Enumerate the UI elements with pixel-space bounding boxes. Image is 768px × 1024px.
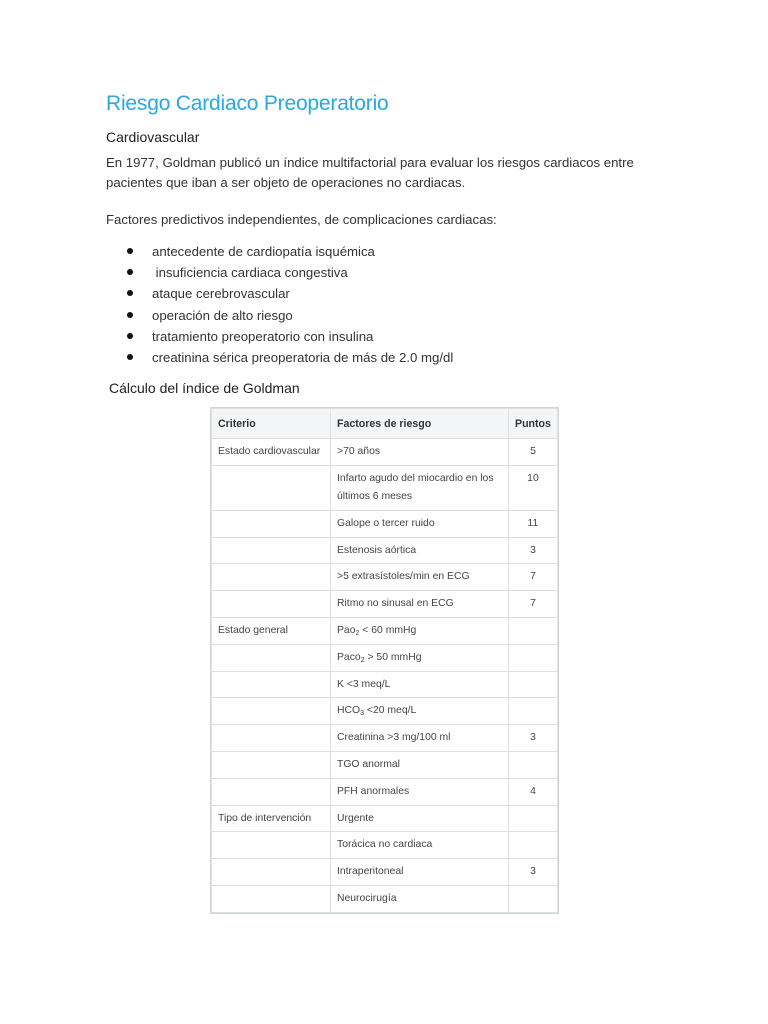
cell-criterio <box>212 537 331 564</box>
table-row <box>212 591 558 618</box>
bullet-icon <box>127 248 133 254</box>
table-row <box>212 510 558 537</box>
cell-puntos <box>509 644 558 671</box>
cell-factor: Estenosis aórtica <box>331 537 509 564</box>
factor-text-rest: < 60 mmHg <box>359 624 417 636</box>
factor-subscript: 2 <box>360 656 365 664</box>
factor-text: Pao <box>337 624 356 636</box>
header-factores: Factores de riesgo <box>331 409 509 439</box>
cell-factor <box>331 644 509 671</box>
table-header-row <box>212 409 558 439</box>
cell-puntos <box>509 885 558 912</box>
cell-criterio <box>212 644 331 671</box>
table-row <box>212 698 558 725</box>
list-item-text: antecedente de cardiopatía isquémica <box>152 244 375 259</box>
cell-factor: >70 años <box>331 439 509 466</box>
section-subtitle: Cardiovascular <box>106 129 200 145</box>
factor-subscript: 2 <box>355 629 360 637</box>
cell-puntos <box>509 617 558 644</box>
cell-criterio <box>212 591 331 618</box>
list-item <box>106 283 453 304</box>
page-title: Riesgo Cardiaco Preoperatorio <box>106 92 389 115</box>
cell-puntos: 3 <box>509 859 558 886</box>
cell-puntos <box>509 671 558 698</box>
list-item <box>106 326 453 347</box>
table-row <box>212 725 558 752</box>
cell-criterio <box>212 832 331 859</box>
cell-puntos: 7 <box>509 591 558 618</box>
cell-criterio <box>212 751 331 778</box>
cell-puntos <box>509 805 558 832</box>
cell-factor: TGO anormal <box>331 751 509 778</box>
cell-puntos: 7 <box>509 564 558 591</box>
cell-factor <box>331 617 509 644</box>
cell-factor: Infarto agudo del miocardio en los últimos 6 meses <box>331 465 509 510</box>
table-row <box>212 885 558 912</box>
cell-factor: Urgente <box>331 805 509 832</box>
cell-factor: Ritmo no sinusal en ECG <box>331 591 509 618</box>
cell-puntos: 10 <box>509 465 558 510</box>
table-row <box>212 671 558 698</box>
factor-subscript: 3 <box>360 710 364 718</box>
table-row <box>212 805 558 832</box>
cell-criterio: Estado general <box>212 617 331 644</box>
intro-paragraph: En 1977, Goldman publicó un índice multifactorial para evaluar los riesgos cardiacos entre pacientes que iban a ser objeto de operaciones no cardiacas. <box>106 155 634 190</box>
cell-criterio <box>212 778 331 805</box>
cell-criterio <box>212 698 331 725</box>
list-item <box>106 347 453 368</box>
cell-puntos: 3 <box>509 725 558 752</box>
goldman-section-title: Cálculo del índice de Goldman <box>109 380 300 396</box>
list-item <box>106 305 453 326</box>
table-row <box>212 832 558 859</box>
cell-criterio <box>212 510 331 537</box>
bullet-icon <box>127 354 133 360</box>
list-item-text: operación de alto riesgo <box>152 307 293 323</box>
cell-factor: >5 extrasístoles/min en ECG <box>331 564 509 591</box>
cell-puntos <box>509 698 558 725</box>
cell-factor: Intraperitoneal <box>331 859 509 886</box>
cell-puntos: 5 <box>509 439 558 466</box>
bullet-icon <box>127 269 133 275</box>
table-row <box>212 617 558 644</box>
cell-criterio <box>212 885 331 912</box>
cell-puntos: 11 <box>509 510 558 537</box>
factor-text: HCO <box>337 705 361 717</box>
table-row <box>212 778 558 805</box>
cell-puntos: 3 <box>509 537 558 564</box>
table-row <box>212 439 558 466</box>
cell-criterio <box>212 671 331 698</box>
factor-text-rest: > 50 mmHg <box>364 651 422 663</box>
cell-factor: PFH anormales <box>331 778 509 805</box>
factor-text-rest: <20 meq/L <box>364 705 417 717</box>
cell-criterio <box>212 465 331 510</box>
cell-criterio <box>212 725 331 752</box>
bullet-icon <box>127 333 133 339</box>
cell-criterio <box>212 859 331 886</box>
risk-factors-list <box>106 241 453 368</box>
table-row <box>212 644 558 671</box>
cell-puntos <box>509 751 558 778</box>
bullet-icon <box>127 312 133 318</box>
table-row <box>212 859 558 886</box>
header-criterio: Criterio <box>212 409 331 439</box>
cell-criterio: Estado cardiovascular <box>212 439 331 466</box>
table-row <box>212 537 558 564</box>
header-puntos: Puntos <box>509 409 558 439</box>
table-row <box>212 751 558 778</box>
list-item-text: tratamiento preoperatorio con insulina <box>152 328 374 344</box>
factor-text: Paco <box>337 651 361 663</box>
cell-factor: K <3 meq/L <box>331 671 509 698</box>
cell-factor: Galope o tercer ruido <box>331 510 509 537</box>
list-item-text: creatinina sérica preoperatoria de más de 2.0 mg/dl <box>152 349 454 365</box>
table-row <box>212 564 558 591</box>
cell-criterio: Tipo de intervención <box>212 805 331 832</box>
cell-criterio <box>212 564 331 591</box>
list-item-text: insuficiencia cardiaca congestiva <box>152 265 348 281</box>
cell-puntos <box>509 832 558 859</box>
table-row <box>212 465 558 510</box>
list-item <box>106 241 453 262</box>
cell-factor: Neurocirugía <box>331 885 509 912</box>
cell-factor: Creatinina >3 mg/100 ml <box>331 725 509 752</box>
bullet-icon <box>127 290 133 296</box>
goldman-index-table <box>211 408 558 913</box>
factors-paragraph: Factores predictivos independientes, de complicaciones cardiacas: <box>106 212 497 227</box>
cell-factor <box>331 698 509 725</box>
cell-puntos: 4 <box>509 778 558 805</box>
list-item-text: ataque cerebrovascular <box>152 286 290 302</box>
cell-factor: Torácica no cardiaca <box>331 832 509 859</box>
list-item <box>106 262 453 283</box>
